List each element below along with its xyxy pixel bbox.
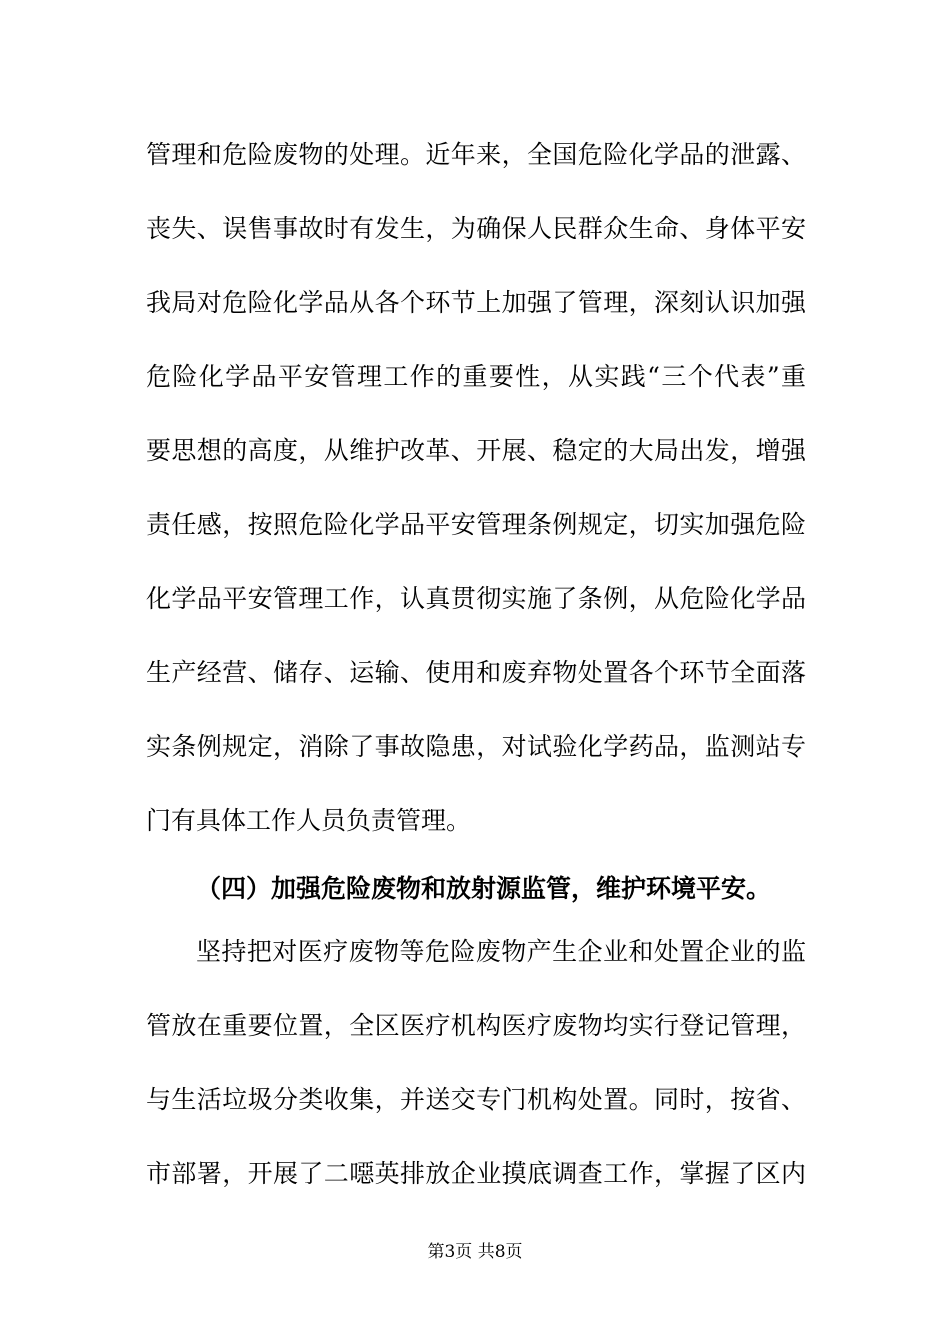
page-number-footer: 第3页 共8页 bbox=[427, 1242, 523, 1262]
paragraph-line-11: 坚持把对医疗废物等危险废物产生企业和处置企业的监 bbox=[196, 937, 806, 966]
paragraph-line-7: 化学品平安管理工作，认真贯彻实施了条例，从危险化学品 bbox=[146, 584, 806, 613]
paragraph-line-9: 实条例规定，消除了事故隐患，对试验化学药品，监测站专 bbox=[146, 732, 806, 761]
paragraph-line-14: 市部署，开展了二噁英排放企业摸底调查工作，掌握了区内 bbox=[146, 1159, 806, 1188]
section-heading: （四）加强危险废物和放射源监管，维护环境平安。 bbox=[196, 874, 772, 903]
paragraph-line-6: 责任感，按照危险化学品平安管理条例规定，切实加强危险 bbox=[146, 510, 806, 539]
paragraph-line-3: 我局对危险化学品从各个环节上加强了管理，深刻认识加强 bbox=[146, 288, 806, 317]
paragraph-line-5: 要思想的高度，从维护改革、开展、稳定的大局出发，增强 bbox=[146, 436, 806, 465]
paragraph-line-8: 生产经营、储存、运输、使用和废弃物处置各个环节全面落 bbox=[146, 658, 806, 687]
paragraph-line-12: 管放在重要位置，全区医疗机构医疗废物均实行登记管理， bbox=[146, 1011, 806, 1040]
paragraph-line-1: 管理和危险废物的处理。近年来，全国危险化学品的泄露、 bbox=[146, 140, 806, 169]
paragraph-line-10: 门有具体工作人员负责管理。 bbox=[146, 806, 472, 835]
paragraph-line-13: 与生活垃圾分类收集，并送交专门机构处置。同时，按省、 bbox=[146, 1085, 806, 1114]
paragraph-line-4: 危险化学品平安管理工作的重要性，从实践“三个代表”重 bbox=[146, 362, 806, 391]
paragraph-line-2: 丧失、误售事故时有发生，为确保人民群众生命、身体平安 bbox=[146, 214, 806, 243]
